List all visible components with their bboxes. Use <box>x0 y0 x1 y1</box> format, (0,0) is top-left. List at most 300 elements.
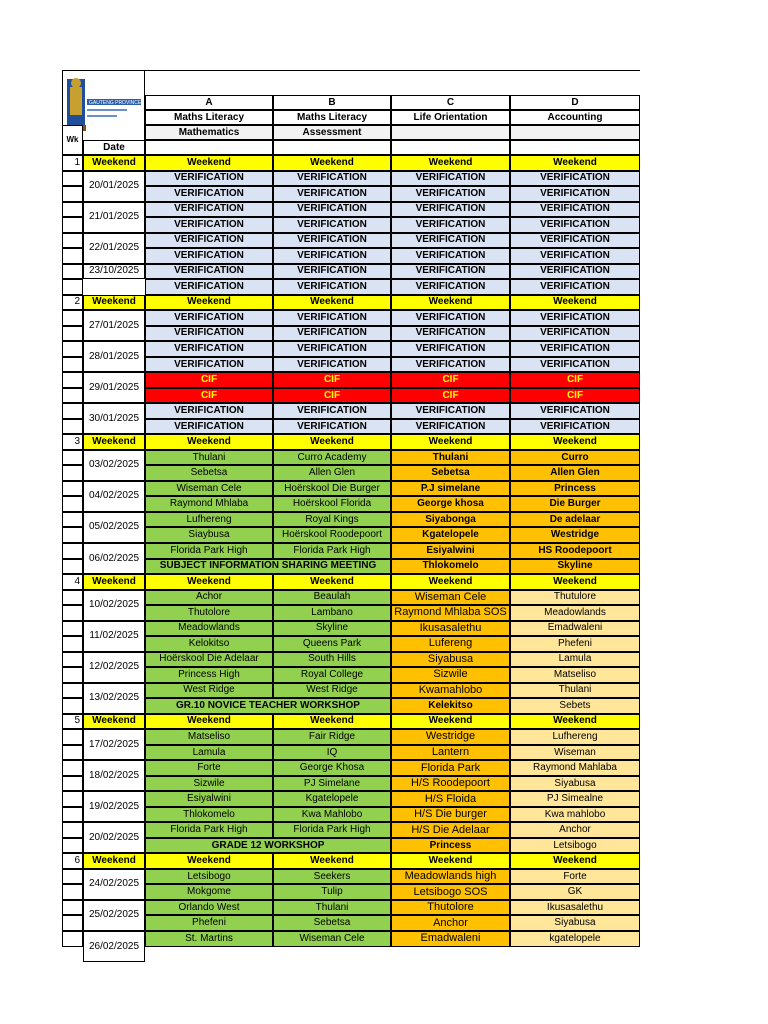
week-number <box>62 202 83 218</box>
column-letter-a: A <box>145 95 273 110</box>
schedule-cell-b: VERIFICATION <box>273 217 391 233</box>
schedule-cell-a: Kelokitso <box>145 636 273 652</box>
schedule-cell-d: Wiseman <box>510 745 640 761</box>
schedule-cell-d: CIF <box>510 372 640 388</box>
schedule-cell-c: Weekend <box>391 574 510 590</box>
schedule-cell-a: CIF <box>145 388 273 404</box>
schedule-cell-d: Die Burger <box>510 496 640 512</box>
schedule-cell-c: VERIFICATION <box>391 171 510 187</box>
date-cell: 29/01/2025 <box>83 372 145 403</box>
schedule-cell-a: Princess High <box>145 667 273 683</box>
week-number <box>62 745 83 761</box>
week-number <box>62 419 83 435</box>
schedule-cell-a: Thlokomelo <box>145 807 273 823</box>
schedule-cell-b: Kwa Mahlobo <box>273 807 391 823</box>
schedule-cell-d: VERIFICATION <box>510 264 640 280</box>
schedule-cell-c: Anchor <box>391 915 510 931</box>
schedule-cell-c: Kelekitso <box>391 698 510 714</box>
schedule-cell-d: VERIFICATION <box>510 171 640 187</box>
blank-header-3 <box>510 140 640 155</box>
schedule-cell-b: IQ <box>273 745 391 761</box>
schedule-cell-d: Kwa mahlobo <box>510 807 640 823</box>
schedule-cell-d: VERIFICATION <box>510 310 640 326</box>
schedule-cell-d: Skyline <box>510 559 640 575</box>
schedule-cell-c: Kwamahlobo <box>391 683 510 699</box>
weekend-date-label: Weekend <box>83 155 145 171</box>
schedule-cell-c: Emadwaleni <box>391 931 510 947</box>
schedule-cell-b: CIF <box>273 388 391 404</box>
week-number <box>62 667 83 683</box>
date-cell: 03/02/2025 <box>83 450 145 481</box>
schedule-cell-d: Lamula <box>510 652 640 668</box>
schedule-cell-d: GK <box>510 884 640 900</box>
schedule-cell-a: VERIFICATION <box>145 202 273 218</box>
column-subject-2: Life Orientation <box>391 110 510 125</box>
schedule-cell-c: Meadowlands high <box>391 869 510 885</box>
schedule-cell-d: Letsibogo <box>510 838 640 854</box>
schedule-cell-c: Florida Park <box>391 760 510 776</box>
schedule-cell-d: VERIFICATION <box>510 279 640 295</box>
schedule-cell-c: H/S Roodepoort <box>391 776 510 792</box>
schedule-cell-a: VERIFICATION <box>145 233 273 249</box>
schedule-cell-b: Florida Park High <box>273 543 391 559</box>
week-number <box>62 791 83 807</box>
schedule-cell-c: Ikusasalethu <box>391 621 510 637</box>
week-number: 2 <box>62 295 83 311</box>
date-header: Date <box>83 140 145 155</box>
schedule-cell-b: Wiseman Cele <box>273 931 391 947</box>
schedule-cell-b: Beaulah <box>273 590 391 606</box>
schedule-cell-b: West Ridge <box>273 683 391 699</box>
week-number <box>62 807 83 823</box>
schedule-cell-c: Weekend <box>391 714 510 730</box>
week-number <box>62 248 83 264</box>
week-number <box>62 590 83 606</box>
schedule-cell-d: PJ Simealne <box>510 791 640 807</box>
schedule-cell-a: Sebetsa <box>145 465 273 481</box>
date-cell: 25/02/2025 <box>83 900 145 931</box>
schedule-cell-c: VERIFICATION <box>391 217 510 233</box>
schedule-cell-c: Letsibogo SOS <box>391 884 510 900</box>
schedule-cell-b: Royal Kings <box>273 512 391 528</box>
weekend-date-label: Weekend <box>83 295 145 311</box>
blank-header-2 <box>391 140 510 155</box>
schedule-cell-d: Thutulore <box>510 590 640 606</box>
week-number <box>62 698 83 714</box>
schedule-cell-d: VERIFICATION <box>510 357 640 373</box>
schedule-cell-b: Royal College <box>273 667 391 683</box>
schedule-cell-c: Thulani <box>391 450 510 466</box>
schedule-cell-a: Weekend <box>145 714 273 730</box>
week-number <box>62 450 83 466</box>
week-number <box>62 326 83 342</box>
schedule-cell-c: Thlokomelo <box>391 559 510 575</box>
schedule-cell-b: PJ Simelane <box>273 776 391 792</box>
week-number <box>62 310 83 326</box>
schedule-cell-a: Weekend <box>145 853 273 869</box>
schedule-cell-b: VERIFICATION <box>273 279 391 295</box>
week-number <box>62 372 83 388</box>
date-cell: 24/02/2025 <box>83 869 145 900</box>
workshop-banner: SUBJECT INFORMATION SHARING MEETING <box>145 559 391 575</box>
schedule-cell-b: Weekend <box>273 714 391 730</box>
schedule-cell-c: Sizwile <box>391 667 510 683</box>
schedule-cell-d: Phefeni <box>510 636 640 652</box>
schedule-cell-a: VERIFICATION <box>145 279 273 295</box>
date-cell: 22/01/2025 <box>83 233 145 264</box>
date-cell: 13/02/2025 <box>83 683 145 714</box>
schedule-cell-b: Hoërskool Die Burger <box>273 481 391 497</box>
schedule-cell-c: VERIFICATION <box>391 403 510 419</box>
date-cell: 28/01/2025 <box>83 341 145 372</box>
schedule-cell-b: VERIFICATION <box>273 248 391 264</box>
week-number <box>62 621 83 637</box>
schedule-cell-d: Weekend <box>510 155 640 171</box>
schedule-cell-b: Sebetsa <box>273 915 391 931</box>
schedule-cell-b: VERIFICATION <box>273 186 391 202</box>
schedule-cell-c: Raymond Mhlaba SOS <box>391 605 510 621</box>
schedule-cell-d: HS Roodepoort <box>510 543 640 559</box>
schedule-cell-c: Siyabusa <box>391 652 510 668</box>
schedule-cell-c: Wiseman Cele <box>391 590 510 606</box>
schedule-cell-c: Esiyalwini <box>391 543 510 559</box>
schedule-cell-b: Seekers <box>273 869 391 885</box>
schedule-cell-c: Weekend <box>391 434 510 450</box>
schedule-cell-d: Thulani <box>510 683 640 699</box>
week-number: 3 <box>62 434 83 450</box>
week-number <box>62 171 83 187</box>
schedule-cell-d: Princess <box>510 481 640 497</box>
schedule-cell-d: VERIFICATION <box>510 233 640 249</box>
schedule-cell-b: George Khosa <box>273 760 391 776</box>
schedule-cell-a: Letsibogo <box>145 869 273 885</box>
schedule-cell-c: George khosa <box>391 496 510 512</box>
week-number <box>62 527 83 543</box>
schedule-cell-d: Weekend <box>510 574 640 590</box>
week-number <box>62 838 83 854</box>
date-cell: 19/02/2025 <box>83 791 145 822</box>
schedule-cell-c: Lantern <box>391 745 510 761</box>
date-cell: 20/01/2025 <box>83 171 145 202</box>
date-cell: 04/02/2025 <box>83 481 145 512</box>
column-subject2-0: Mathematics <box>145 125 273 140</box>
schedule-cell-b: VERIFICATION <box>273 341 391 357</box>
schedule-cell-a: VERIFICATION <box>145 341 273 357</box>
schedule-cell-d: De adelaar <box>510 512 640 528</box>
schedule-cell-b: Thulani <box>273 900 391 916</box>
schedule-cell-a: VERIFICATION <box>145 357 273 373</box>
workshop-banner: GR.10 NOVICE TEACHER WORKSHOP <box>145 698 391 714</box>
date-cell: 18/02/2025 <box>83 760 145 791</box>
week-number <box>62 931 83 947</box>
date-cell: 05/02/2025 <box>83 512 145 543</box>
schedule-cell-d: Weekend <box>510 295 640 311</box>
date-cell: 21/01/2025 <box>83 202 145 233</box>
week-number <box>62 543 83 559</box>
schedule-cell-a: Lufhereng <box>145 512 273 528</box>
svg-text:GAUTENG PROVINCE: GAUTENG PROVINCE <box>89 100 142 106</box>
schedule-cell-b: Weekend <box>273 155 391 171</box>
week-number <box>62 217 83 233</box>
schedule-cell-d: VERIFICATION <box>510 341 640 357</box>
schedule-cell-a: Raymond Mhlaba <box>145 496 273 512</box>
column-subject2-2 <box>391 125 510 140</box>
column-subject2-3 <box>510 125 640 140</box>
schedule-cell-c: VERIFICATION <box>391 341 510 357</box>
week-number <box>62 605 83 621</box>
schedule-cell-d: Allen Glen <box>510 465 640 481</box>
blank-header-1 <box>273 140 391 155</box>
week-number <box>62 279 83 295</box>
schedule-cell-c: Weekend <box>391 853 510 869</box>
week-number <box>62 388 83 404</box>
column-letter-d: D <box>510 95 640 110</box>
schedule-cell-c: Westridge <box>391 729 510 745</box>
schedule-cell-a: West Ridge <box>145 683 273 699</box>
column-subject-0: Maths Literacy <box>145 110 273 125</box>
schedule-cell-a: Mokgome <box>145 884 273 900</box>
schedule-cell-c: CIF <box>391 388 510 404</box>
schedule-cell-b: VERIFICATION <box>273 264 391 280</box>
week-number <box>62 760 83 776</box>
schedule-cell-a: VERIFICATION <box>145 419 273 435</box>
schedule-cell-a: Thutolore <box>145 605 273 621</box>
schedule-cell-d: Weekend <box>510 853 640 869</box>
week-number <box>62 915 83 931</box>
schedule-cell-a: VERIFICATION <box>145 217 273 233</box>
schedule-cell-d: Raymond Mahlaba <box>510 760 640 776</box>
week-number: 4 <box>62 574 83 590</box>
column-subject-3: Accounting <box>510 110 640 125</box>
schedule-cell-b: Curro Academy <box>273 450 391 466</box>
schedule-cell-b: Weekend <box>273 434 391 450</box>
column-letter-c: C <box>391 95 510 110</box>
date-cell: 10/02/2025 <box>83 590 145 621</box>
schedule-cell-a: Thulani <box>145 450 273 466</box>
schedule-cell-b: Kgatelopele <box>273 791 391 807</box>
schedule-cell-a: Orlando West <box>145 900 273 916</box>
schedule-cell-c: VERIFICATION <box>391 202 510 218</box>
schedule-cell-c: Sebetsa <box>391 465 510 481</box>
date-cell: 27/01/2025 <box>83 310 145 341</box>
schedule-cell-c: VERIFICATION <box>391 419 510 435</box>
schedule-cell-c: Siyabonga <box>391 512 510 528</box>
week-number <box>62 559 83 575</box>
blank-header-0 <box>145 140 273 155</box>
schedule-cell-a: Phefeni <box>145 915 273 931</box>
schedule-cell-b: VERIFICATION <box>273 310 391 326</box>
schedule-cell-d: Emadwaleni <box>510 621 640 637</box>
schedule-cell-c: Weekend <box>391 295 510 311</box>
schedule-cell-d: VERIFICATION <box>510 326 640 342</box>
schedule-cell-c: Weekend <box>391 155 510 171</box>
schedule-cell-b: VERIFICATION <box>273 419 391 435</box>
schedule-cell-a: Siaybusa <box>145 527 273 543</box>
schedule-cell-b: Weekend <box>273 853 391 869</box>
date-cell: 20/02/2025 <box>83 822 145 853</box>
schedule-cell-c: Kgatelopele <box>391 527 510 543</box>
schedule-cell-b: Fair Ridge <box>273 729 391 745</box>
week-number <box>62 186 83 202</box>
schedule-cell-d: Ikusasalethu <box>510 900 640 916</box>
week-number <box>62 403 83 419</box>
week-number <box>62 776 83 792</box>
schedule-cell-a: VERIFICATION <box>145 186 273 202</box>
schedule-cell-b: VERIFICATION <box>273 202 391 218</box>
schedule-cell-b: Skyline <box>273 621 391 637</box>
schedule-cell-b: Tulip <box>273 884 391 900</box>
schedule-cell-a: Sizwile <box>145 776 273 792</box>
schedule-cell-a: Matseliso <box>145 729 273 745</box>
schedule-cell-a: VERIFICATION <box>145 248 273 264</box>
schedule-cell-d: VERIFICATION <box>510 202 640 218</box>
week-number <box>62 900 83 916</box>
schedule-cell-a: Forte <box>145 760 273 776</box>
schedule-cell-d: Curro <box>510 450 640 466</box>
schedule-cell-d: VERIFICATION <box>510 217 640 233</box>
week-number <box>62 481 83 497</box>
schedule-cell-d: Westridge <box>510 527 640 543</box>
schedule-cell-c: VERIFICATION <box>391 357 510 373</box>
schedule-cell-a: Florida Park High <box>145 543 273 559</box>
schedule-cell-d: VERIFICATION <box>510 248 640 264</box>
schedule-cell-b: Hoërskool Roodepoort <box>273 527 391 543</box>
schedule-cell-b: Weekend <box>273 295 391 311</box>
schedule-cell-a: VERIFICATION <box>145 310 273 326</box>
schedule-cell-a: CIF <box>145 372 273 388</box>
schedule-cell-b: Allen Glen <box>273 465 391 481</box>
week-number <box>62 465 83 481</box>
schedule-cell-d: kgatelopele <box>510 931 640 947</box>
week-number <box>62 264 83 280</box>
schedule-cell-a: Esiyalwini <box>145 791 273 807</box>
week-number <box>62 652 83 668</box>
schedule-sheet <box>62 70 640 952</box>
date-cell: 12/02/2025 <box>83 652 145 683</box>
schedule-cell-c: VERIFICATION <box>391 264 510 280</box>
schedule-cell-a: Weekend <box>145 295 273 311</box>
schedule-cell-d: Sebets <box>510 698 640 714</box>
schedule-cell-c: H/S Die Adelaar <box>391 822 510 838</box>
date-cell: 06/02/2025 <box>83 543 145 574</box>
schedule-cell-c: VERIFICATION <box>391 326 510 342</box>
schedule-cell-c: H/S Die burger <box>391 807 510 823</box>
week-number <box>62 683 83 699</box>
schedule-cell-d: Siyabusa <box>510 915 640 931</box>
schedule-cell-a: Weekend <box>145 574 273 590</box>
schedule-cell-c: Princess <box>391 838 510 854</box>
week-number: 5 <box>62 714 83 730</box>
weekend-date-label: Weekend <box>83 434 145 450</box>
schedule-cell-b: VERIFICATION <box>273 233 391 249</box>
schedule-cell-c: P.J simelane <box>391 481 510 497</box>
schedule-cell-a: St. Martins <box>145 931 273 947</box>
schedule-cell-b: VERIFICATION <box>273 403 391 419</box>
weekend-date-label: Weekend <box>83 574 145 590</box>
week-number <box>62 822 83 838</box>
schedule-cell-d: Siyabusa <box>510 776 640 792</box>
week-number <box>62 869 83 885</box>
schedule-cell-b: CIF <box>273 372 391 388</box>
schedule-cell-a: Hoërskool Die Adelaar <box>145 652 273 668</box>
schedule-cell-a: Meadowlands <box>145 621 273 637</box>
schedule-cell-c: VERIFICATION <box>391 310 510 326</box>
schedule-cell-b: VERIFICATION <box>273 357 391 373</box>
schedule-cell-c: CIF <box>391 372 510 388</box>
week-number: 6 <box>62 853 83 869</box>
schedule-cell-a: VERIFICATION <box>145 264 273 280</box>
schedule-cell-c: VERIFICATION <box>391 279 510 295</box>
schedule-cell-a: Florida Park High <box>145 822 273 838</box>
column-subject-1: Maths Literacy <box>273 110 391 125</box>
date-cell: 11/02/2025 <box>83 621 145 652</box>
schedule-cell-c: VERIFICATION <box>391 233 510 249</box>
schedule-cell-d: Lufhereng <box>510 729 640 745</box>
schedule-cell-a: Weekend <box>145 434 273 450</box>
week-number <box>62 512 83 528</box>
schedule-cell-a: Weekend <box>145 155 273 171</box>
schedule-cell-b: VERIFICATION <box>273 326 391 342</box>
week-number <box>62 884 83 900</box>
schedule-cell-d: Matseliso <box>510 667 640 683</box>
workshop-banner: GRADE 12 WORKSHOP <box>145 838 391 854</box>
schedule-cell-b: Hoërskool Florida <box>273 496 391 512</box>
wk-header: Wk <box>62 125 83 155</box>
weekend-date-label: Weekend <box>83 714 145 730</box>
schedule-cell-b: Weekend <box>273 574 391 590</box>
schedule-cell-d: Weekend <box>510 714 640 730</box>
schedule-cell-d: Meadowlands <box>510 605 640 621</box>
schedule-cell-d: VERIFICATION <box>510 186 640 202</box>
schedule-cell-b: VERIFICATION <box>273 171 391 187</box>
schedule-cell-a: VERIFICATION <box>145 403 273 419</box>
date-cell: 23/10/2025 <box>83 264 145 280</box>
week-number: 1 <box>62 155 83 171</box>
schedule-cell-c: H/S Floida <box>391 791 510 807</box>
schedule-cell-d: Anchor <box>510 822 640 838</box>
schedule-cell-a: Lamula <box>145 745 273 761</box>
schedule-cell-d: VERIFICATION <box>510 403 640 419</box>
schedule-cell-b: South Hills <box>273 652 391 668</box>
column-subject2-1: Assessment <box>273 125 391 140</box>
schedule-cell-a: VERIFICATION <box>145 171 273 187</box>
schedule-cell-a: Achor <box>145 590 273 606</box>
date-cell: 30/01/2025 <box>83 403 145 434</box>
schedule-cell-b: Florida Park High <box>273 822 391 838</box>
week-number <box>62 341 83 357</box>
schedule-cell-c: Thutolore <box>391 900 510 916</box>
schedule-cell-a: VERIFICATION <box>145 326 273 342</box>
schedule-cell-c: Lufereng <box>391 636 510 652</box>
schedule-cell-a: Wiseman Cele <box>145 481 273 497</box>
week-number <box>62 729 83 745</box>
schedule-cell-d: VERIFICATION <box>510 419 640 435</box>
date-cell: 26/02/2025 <box>83 931 145 962</box>
date-cell: 17/02/2025 <box>83 729 145 760</box>
schedule-cell-b: Lambano <box>273 605 391 621</box>
schedule-cell-c: VERIFICATION <box>391 248 510 264</box>
schedule-cell-d: Forte <box>510 869 640 885</box>
week-number <box>62 496 83 512</box>
column-letter-b: B <box>273 95 391 110</box>
weekend-date-label: Weekend <box>83 853 145 869</box>
schedule-cell-d: Weekend <box>510 434 640 450</box>
week-number <box>62 636 83 652</box>
schedule-cell-b: Queens Park <box>273 636 391 652</box>
week-number <box>62 233 83 249</box>
week-number <box>62 357 83 373</box>
schedule-cell-d: CIF <box>510 388 640 404</box>
